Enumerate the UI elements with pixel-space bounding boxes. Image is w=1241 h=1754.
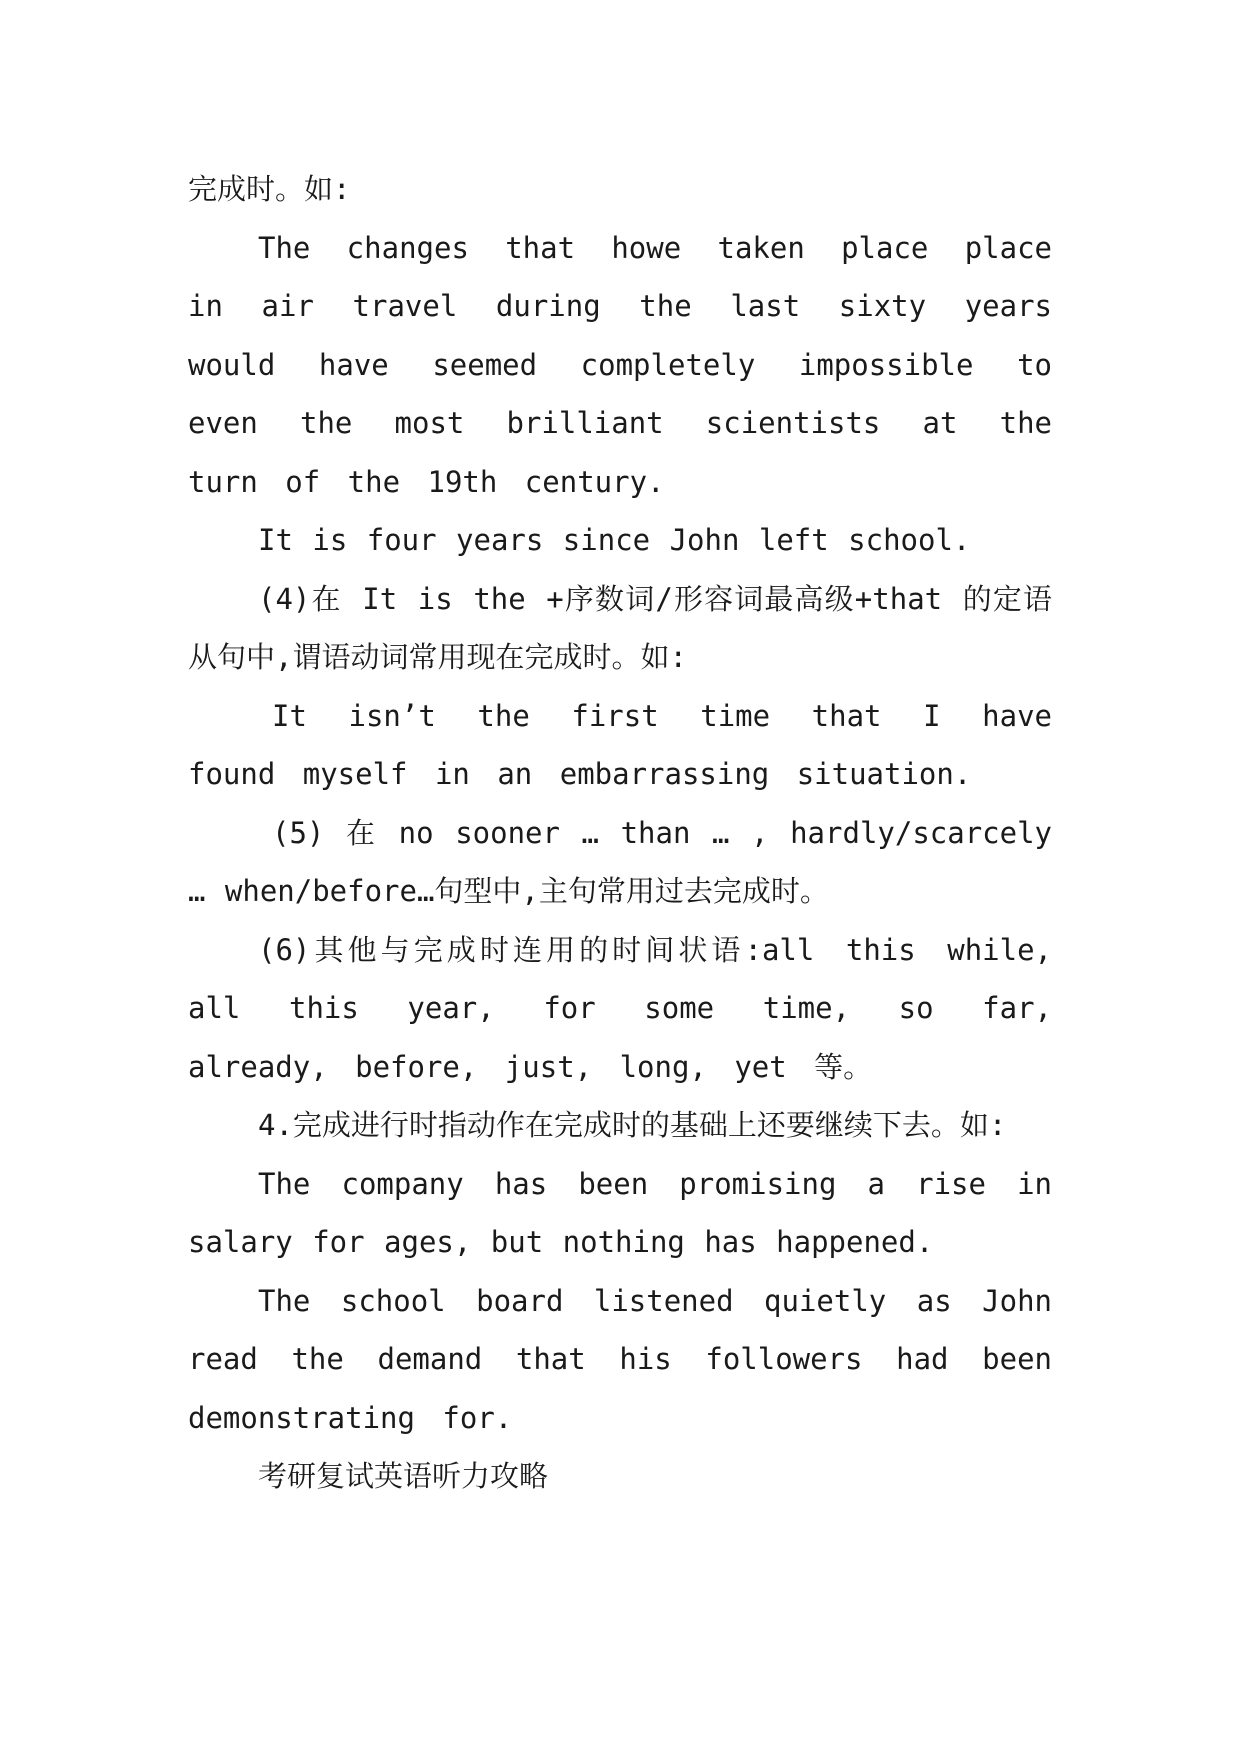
paragraph-example-embarrassing: It isn’t the first time that I have found myself in an embarrassing situation. bbox=[188, 698, 1052, 791]
paragraph-example-air-travel: The changes that howe taken place place in air travel during the last sixty years would have seemed completely impossible to even the most brilliant scientists at the turn of the 19th century. bbox=[188, 230, 1052, 499]
paragraph-continuation: 完成时。如: bbox=[188, 172, 351, 206]
document-body bbox=[188, 160, 1052, 1506]
paragraph-rule-5: (5) 在 no sooner … than … , hardly/scarcely … when/before…句型中,主句常用过去完成时。 bbox=[188, 815, 1052, 908]
paragraph-rule-4: (4)在 It is the +序数词/形容词最高级+that 的定语从句中,谓语动词常用现在完成时。如: bbox=[188, 581, 1052, 674]
paragraph-rule-6: (6)其他与完成时连用的时间状语:all this while, all this year, for some time, so far, already, before, just, long, yet 等。 bbox=[188, 932, 1052, 1084]
section-heading: 考研复试英语听力攻略 bbox=[258, 1459, 549, 1493]
paragraph-example-john-school: It is four years since John left school. bbox=[258, 523, 971, 557]
paragraph-example-school-board: The school board listened quietly as John read the demand that his followers had been demonstrating for. bbox=[188, 1283, 1052, 1435]
paragraph-rule-perfect-progressive: 4.完成进行时指动作在完成时的基础上还要继续下去。如: bbox=[258, 1108, 1007, 1142]
paragraph-example-company: The company has been promising a rise in salary for ages, but nothing has happened. bbox=[188, 1166, 1052, 1259]
